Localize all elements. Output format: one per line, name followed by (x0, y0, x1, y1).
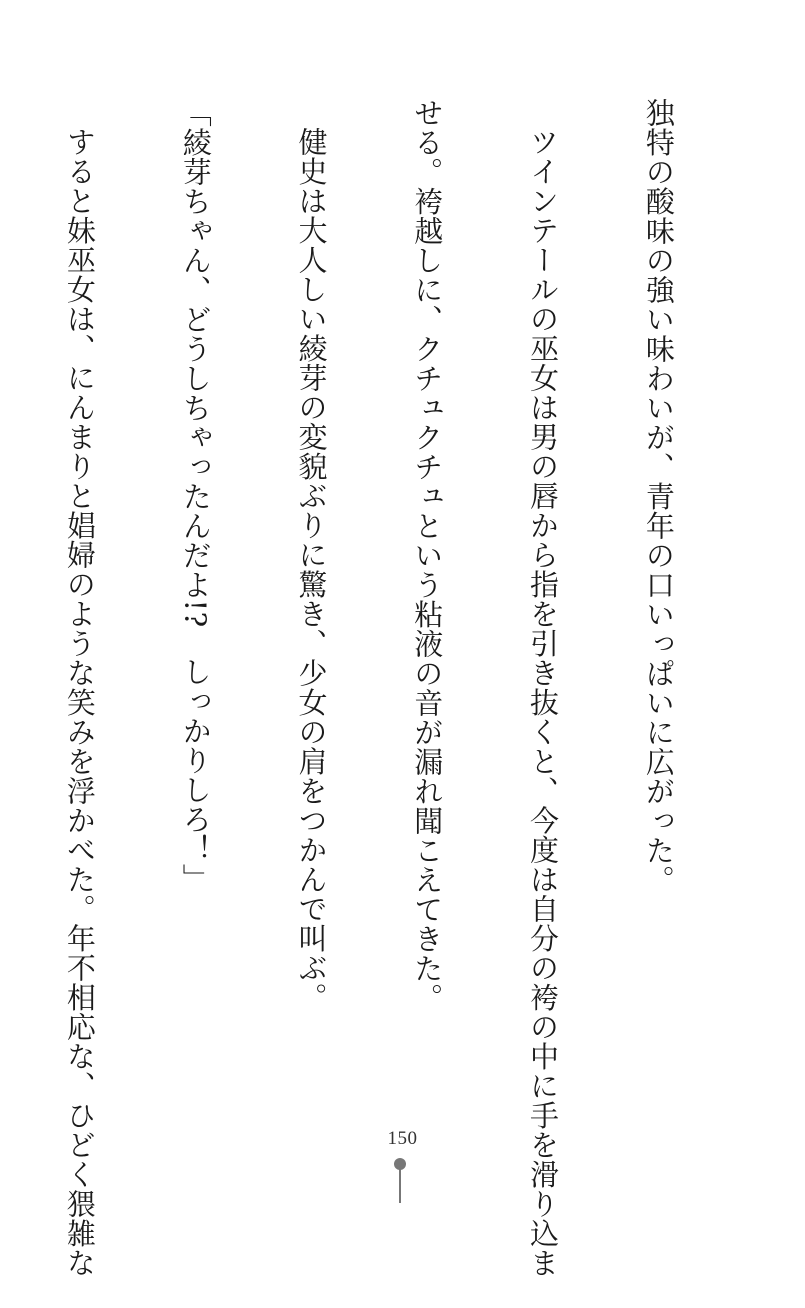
text-line: 健史は大人しい綾芽の変貌ぶりに驚き、少女の肩をつかんで叫ぶ。 (294, 127, 329, 1012)
text-line: 独特の酸味の強い味わいが、青年の口いっぱいに広がった。 (641, 98, 676, 895)
bookmark-ribbon (399, 1163, 401, 1203)
page-number: 150 (387, 1128, 418, 1149)
text-line: 「綾芽ちゃん、どうしちゃったんだよ!? しっかりしろ！」 (178, 98, 213, 894)
text-line: すると妹巫女は、にんまりと娼婦のような笑みを浮かべた。年不相応な、ひどく猥雑な (62, 127, 97, 1278)
text-line: せる。袴越しに、クチュクチュという粘液の音が漏れ聞こえてきた。 (410, 98, 445, 1013)
text-line: ツインテールの巫女は男の唇から指を引き抜くと、今度は自分の袴の中に手を滑り込ま (526, 127, 561, 1278)
